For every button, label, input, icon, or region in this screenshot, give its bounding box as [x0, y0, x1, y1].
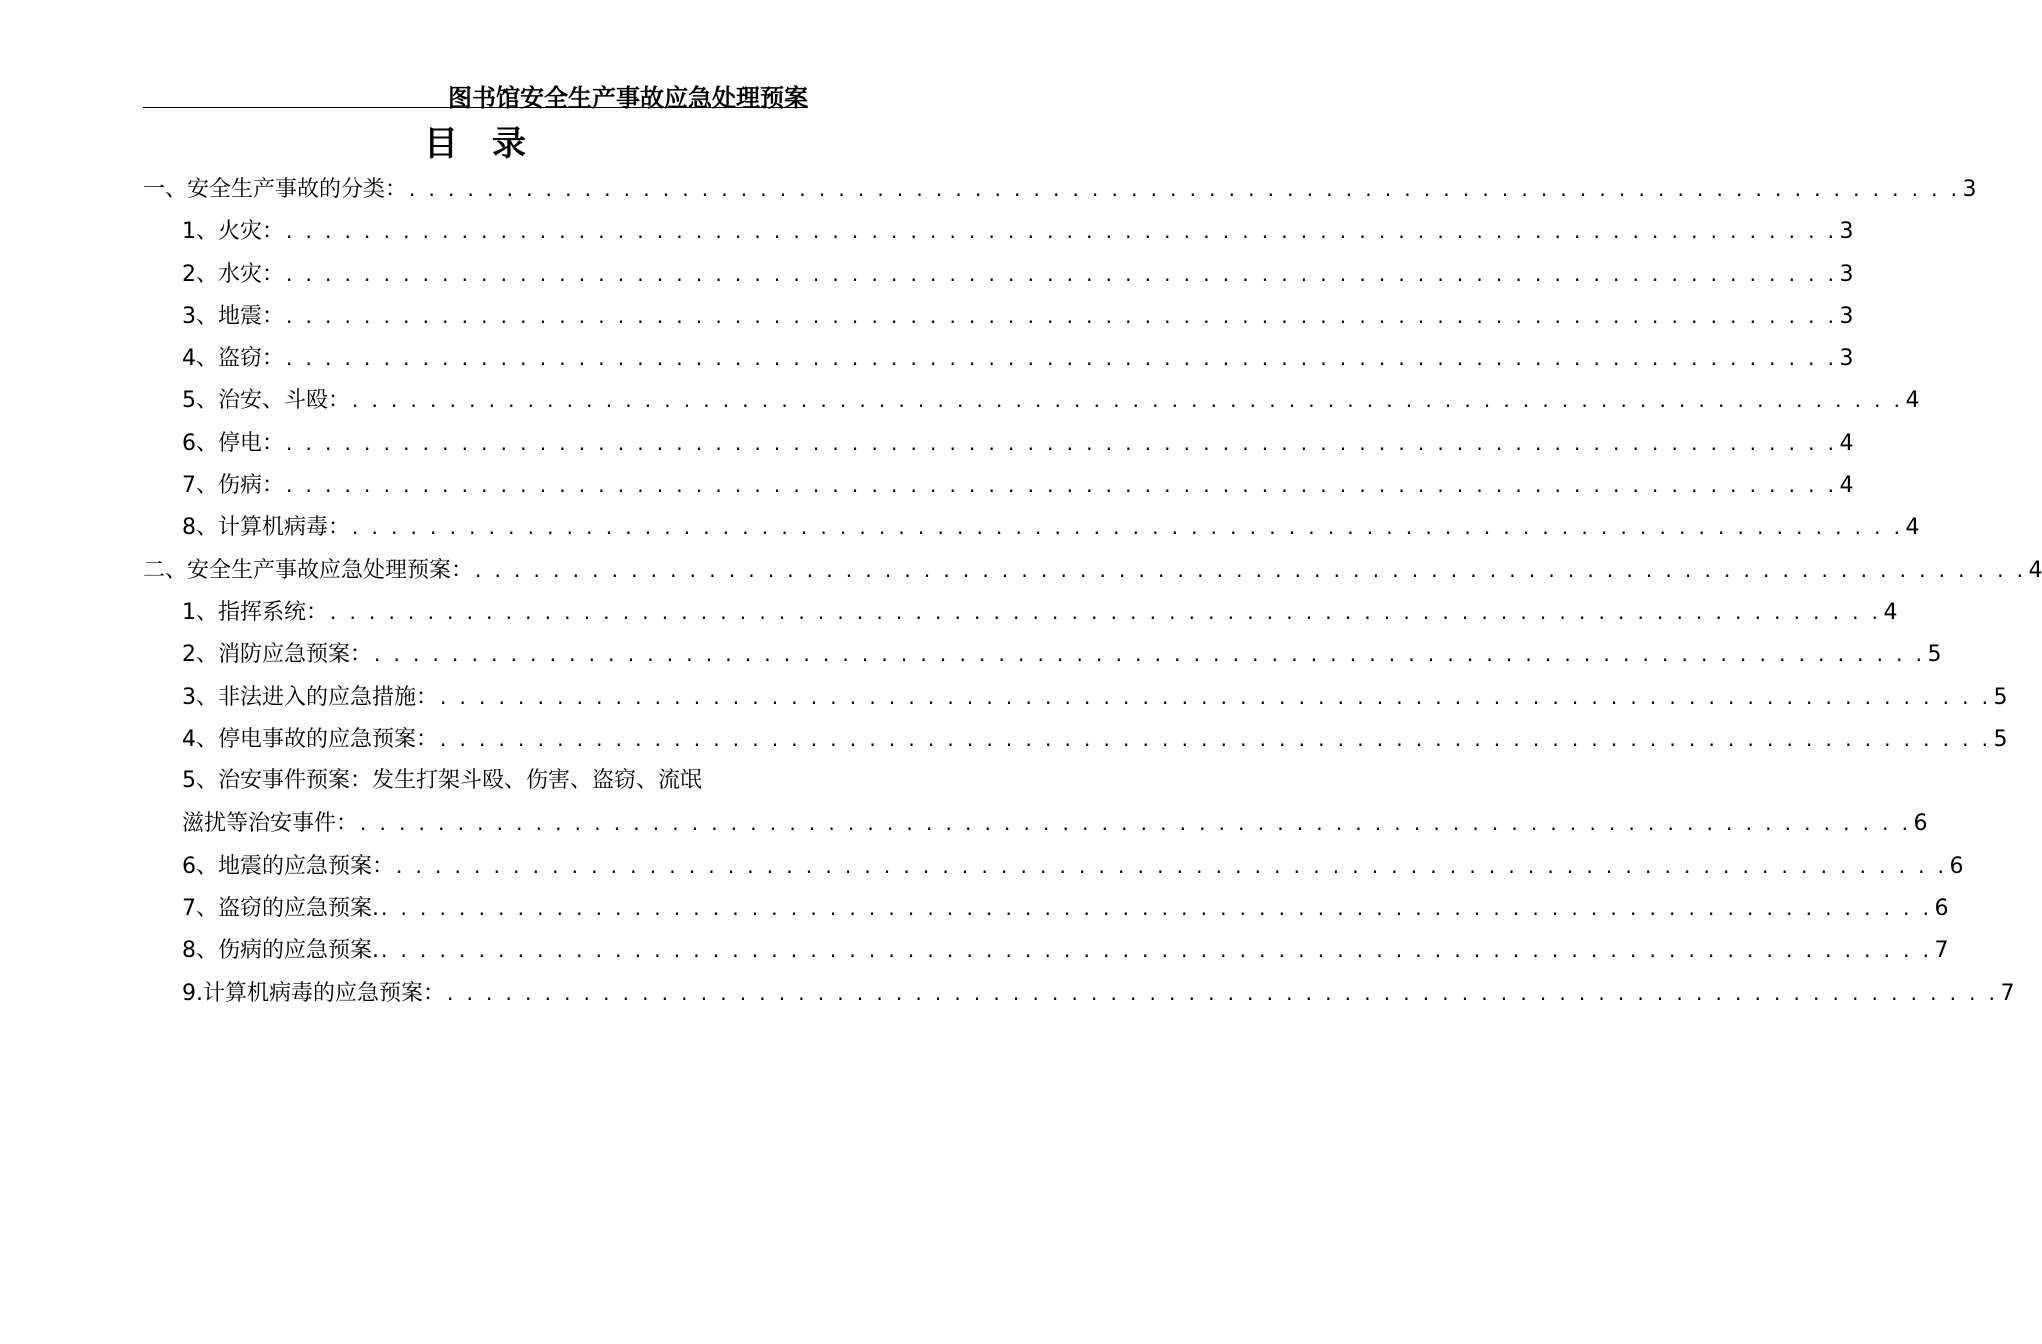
header-rule: [143, 107, 808, 108]
toc-dot-leader: . . . . . . . . . . . . . . . . . . . . . . . . . . . . . . . . . . . . . . . . . . . . . . . . . . . . . . . . . . . . . . . . . . . . . . . . . . . . . . . .: [286, 219, 1838, 244]
toc-entry-text: 7、伤病：: [182, 473, 284, 499]
toc-entry[interactable]: [143, 845, 1964, 887]
toc-dot-leader: . . . . . . . . . . . . . . . . . . . . . . . . . . . . . . . . . . . . . . . . . . . . . . . . . . . . . . . . . . . . . . . . . . . . . . . . . . . . . . . .: [286, 346, 1838, 371]
toc-page-number: 6: [1934, 896, 1949, 922]
toc-entry-text: 2、消防应急预案：: [182, 642, 372, 668]
toc-entry-text: 3、非法进入的应急措施：: [182, 684, 438, 710]
toc-dot-leader: . . . . . . . . . . . . . . . . . . . . . . . . . . . . . . . . . . . . . . . . . . . . . . . . . . . . . . . . . . . . . . . . . . . . . . . . . . . . . . . .: [381, 896, 1933, 921]
toc-dot-leader: . . . . . . . . . . . . . . . . . . . . . . . . . . . . . . . . . . . . . . . . . . . . . . . . . . . . . . . . . . . . . . . . . . . . . . . . . . . . . . . .: [330, 599, 1882, 624]
toc-entry-text: 6、地震的应急预案：: [182, 853, 394, 879]
toc-page-number: 3: [1839, 303, 1854, 329]
toc-entry[interactable]: [143, 633, 1942, 675]
toc-page-number: 4: [2028, 557, 2042, 583]
toc-page-number: 3: [1839, 346, 1854, 372]
toc-dot-leader: . . . . . . . . . . . . . . . . . . . . . . . . . . . . . . . . . . . . . . . . . . . . . . . . . . . . . . . . . . . . . . . . . . . . . . . . . . . . . . . .: [396, 853, 1948, 878]
toc-page-number: 4: [1905, 515, 1920, 541]
toc-dot-leader: . . . . . . . . . . . . . . . . . . . . . . . . . . . . . . . . . . . . . . . . . . . . . . . . . . . . . . . . . . . . . . . . . . . . . . . . . . . . . . . .: [286, 303, 1838, 328]
toc-page-number: 4: [1839, 473, 1854, 499]
toc-dot-leader: . . . . . . . . . . . . . . . . . . . . . . . . . . . . . . . . . . . . . . . . . . . . . . . . . . . . . . . . . . . . . . . . . . . . . . . . . . . . . . . .: [286, 261, 1838, 286]
toc-dot-leader: . . . . . . . . . . . . . . . . . . . . . . . . . . . . . . . . . . . . . . . . . . . . . . . . . . . . . . . . . . . . . . . . . . . . . . . . . . . . . . . .: [286, 430, 1838, 455]
toc-entry[interactable]: [143, 591, 1898, 633]
toc-page-number: 6: [1913, 811, 1928, 837]
toc-entry[interactable]: [143, 168, 1977, 210]
toc-dot-leader: . . . . . . . . . . . . . . . . . . . . . . . . . . . . . . . . . . . . . . . . . . . . . . . . . . . . . . . . . . . . . . . . . . . . . . . . . . . . . . . .: [286, 473, 1838, 498]
toc-entry-text: 4、停电事故的应急预案：: [182, 726, 438, 752]
toc-page-number: 5: [1993, 726, 2008, 752]
toc-page-number: 3: [1839, 261, 1854, 287]
toc-entry[interactable]: [143, 337, 1854, 379]
toc-entry[interactable]: [143, 506, 1920, 548]
toc-page-number: 4: [1883, 599, 1898, 625]
toc-entry[interactable]: [143, 422, 1854, 464]
toc-entry[interactable]: [143, 379, 1920, 421]
toc-entry-text: 一、安全生产事故的分类：: [143, 177, 408, 202]
toc-dot-leader: . . . . . . . . . . . . . . . . . . . . . . . . . . . . . . . . . . . . . . . . . . . . . . . . . . . . . . . . . . . . . . . . . . . . . . . . . . . . . . . .: [440, 684, 1992, 709]
toc-entry-text: 8、计算机病毒：: [182, 515, 350, 541]
toc-page-number: 3: [1962, 177, 1977, 202]
toc-dot-leader: . . . . . . . . . . . . . . . . . . . . . . . . . . . . . . . . . . . . . . . . . . . . . . . . . . . . . . . . . . . . . . . . . . . . . . . . . . . . . . . .: [440, 726, 1992, 751]
toc-entry[interactable]: [143, 972, 2015, 1014]
toc-entry[interactable]: [143, 718, 2008, 760]
toc-dot-leader: . . . . . . . . . . . . . . . . . . . . . . . . . . . . . . . . . . . . . . . . . . . . . . . . . . . . . . . . . . . . . . . . . . . . . . . . . . . . . . . .: [381, 938, 1933, 963]
toc-dot-leader: . . . . . . . . . . . . . . . . . . . . . . . . . . . . . . . . . . . . . . . . . . . . . . . . . . . . . . . . . . . . . . . . . . . . . . . . . . . . . . . .: [447, 980, 1999, 1005]
toc-entry-text: 2、水灾：: [182, 261, 284, 287]
toc-page-number: 3: [1839, 219, 1854, 245]
toc-dot-leader: . . . . . . . . . . . . . . . . . . . . . . . . . . . . . . . . . . . . . . . . . . . . . . . . . . . . . . . . . . . . . . . . . . . . . . . . . . . . . . . .: [409, 177, 1961, 201]
toc-entry-text: 7、盗窃的应急预案.: [182, 896, 379, 922]
toc-entry-text: 6、停电：: [182, 430, 284, 456]
toc-entry[interactable]: [143, 253, 1854, 295]
toc-page-number: 5: [1927, 642, 1942, 668]
toc-dot-leader: . . . . . . . . . . . . . . . . . . . . . . . . . . . . . . . . . . . . . . . . . . . . . . . . . . . . . . . . . . . . . . . . . . . . . . . . . . . . . . . .: [352, 388, 1904, 413]
toc-dot-leader: . . . . . . . . . . . . . . . . . . . . . . . . . . . . . . . . . . . . . . . . . . . . . . . . . . . . . . . . . . . . . . . . . . . . . . . . . . . . . . . .: [360, 811, 1912, 836]
toc-entry[interactable]: [143, 464, 1854, 506]
toc-entry-text: 8、伤病的应急预案.: [182, 938, 379, 964]
toc-title: 目录: [424, 124, 560, 164]
toc-entry[interactable]: [143, 887, 1949, 929]
toc-page-number: 7: [1934, 938, 1949, 964]
toc-dot-leader: . . . . . . . . . . . . . . . . . . . . . . . . . . . . . . . . . . . . . . . . . . . . . . . . . . . . . . . . . . . . . . . . . . . . . . . . . . . . . . . .: [475, 557, 2027, 582]
toc-page-number: 4: [1905, 388, 1920, 414]
toc-entry[interactable]: [143, 802, 1928, 844]
toc-entry-text: 1、火灾：: [182, 219, 284, 245]
toc-entry-text: 滋扰等治安事件：: [182, 811, 359, 837]
toc-entry[interactable]: [143, 295, 1854, 337]
toc-entry-text: 5、治安事件预案：发生打架斗殴、伤害、盗窃、流氓: [182, 768, 702, 794]
toc-entry-text: 3、地震：: [182, 303, 284, 329]
toc-page-number: 7: [2000, 980, 2015, 1006]
toc-entry[interactable]: [143, 210, 1854, 252]
toc-page-number: 6: [1949, 853, 1964, 879]
toc-entry[interactable]: [143, 549, 2042, 591]
toc-entry[interactable]: [143, 929, 1949, 971]
toc-dot-leader: . . . . . . . . . . . . . . . . . . . . . . . . . . . . . . . . . . . . . . . . . . . . . . . . . . . . . . . . . . . . . . . . . . . . . . . . . . . . . . . .: [352, 515, 1904, 540]
toc-entry-text: 4、盗窃：: [182, 346, 284, 372]
running-header-title: 图书馆安全生产事故应急处理预案: [448, 84, 808, 112]
toc-page-number: 5: [1993, 684, 2008, 710]
toc-entry[interactable]: [143, 676, 2008, 718]
toc-dot-leader: . . . . . . . . . . . . . . . . . . . . . . . . . . . . . . . . . . . . . . . . . . . . . . . . . . . . . . . . . . . . . . . . . . . . . . . . . . . . . . . .: [374, 642, 1926, 667]
toc-page-number: 4: [1839, 430, 1854, 456]
toc-entry-text: 9.计算机病毒的应急预案：: [182, 980, 445, 1006]
table-of-contents: [143, 168, 2042, 1014]
toc-entry[interactable]: [143, 760, 833, 802]
toc-entry-text: 5、治安、斗殴：: [182, 388, 350, 414]
toc-entry-text: 二、安全生产事故应急处理预案：: [143, 557, 474, 583]
toc-entry-text: 1、指挥系统：: [182, 599, 328, 625]
